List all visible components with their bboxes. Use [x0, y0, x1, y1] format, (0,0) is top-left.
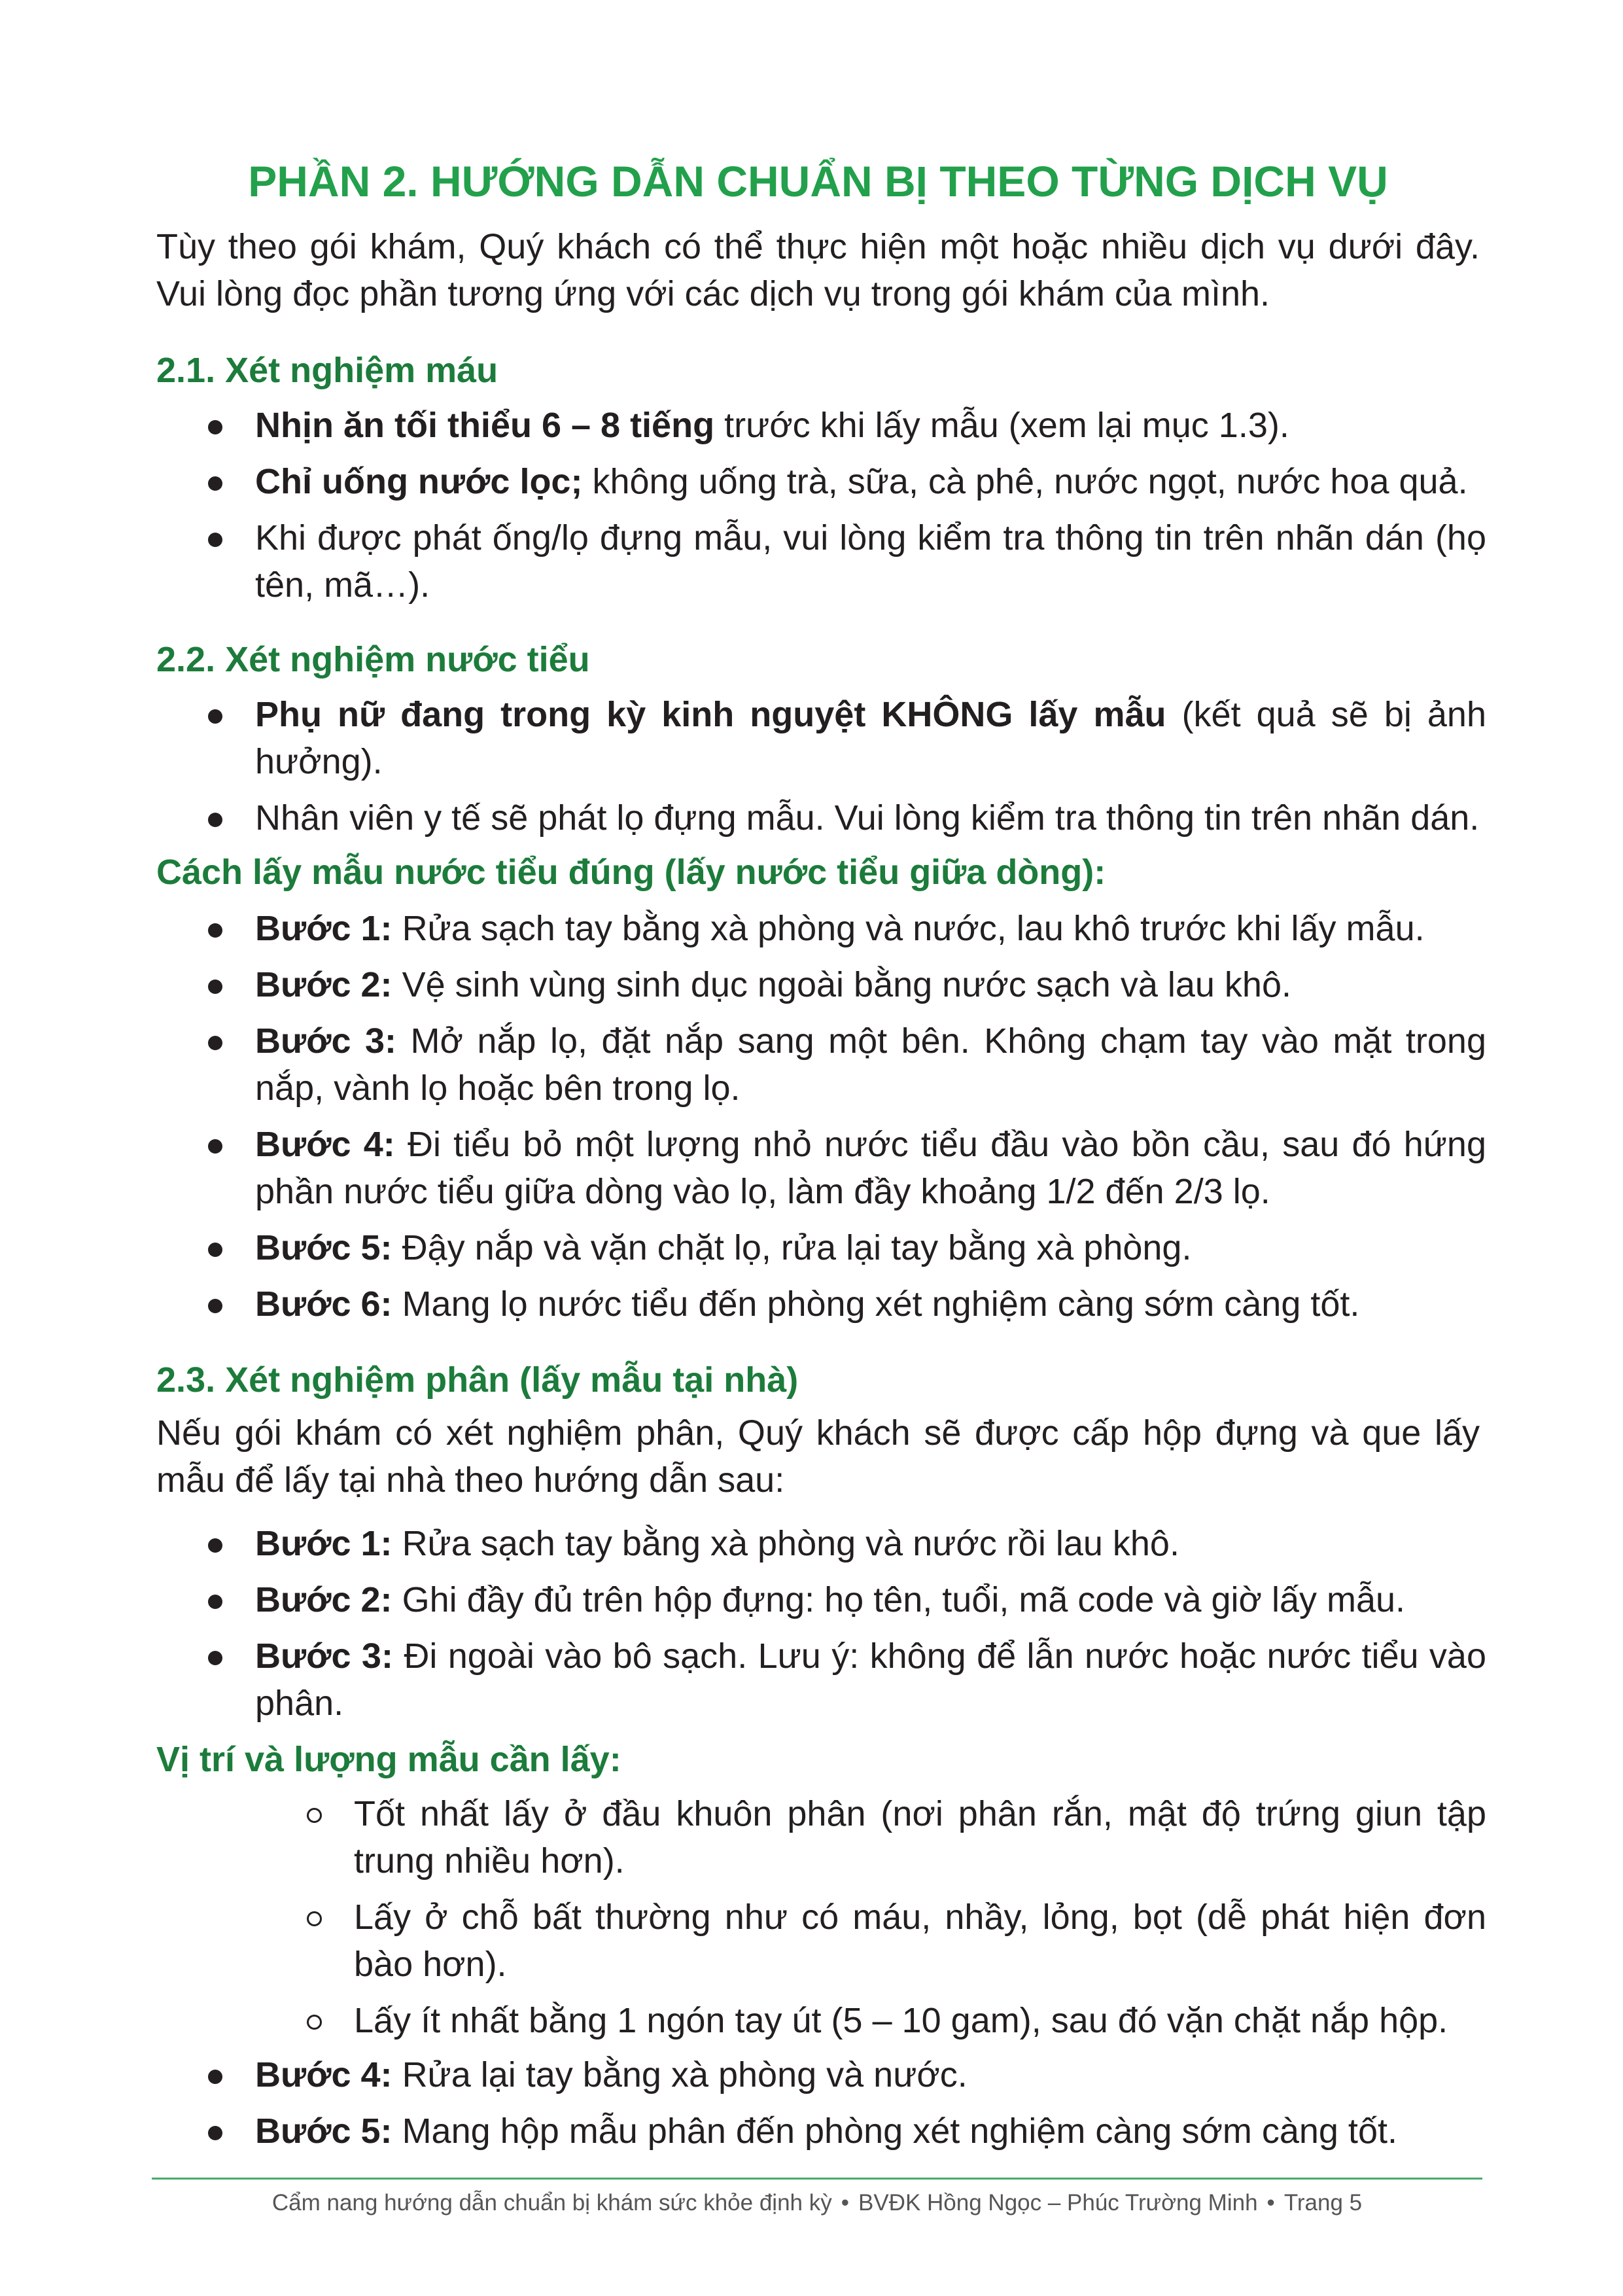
step-item: [156, 2051, 1486, 2098]
footer-page-number: Trang 5: [1283, 2190, 1363, 2216]
step-label: Bước 1:: [255, 909, 393, 948]
step-text: Ghi đầy đủ trên hộp đựng: họ tên, tuổi, mã code và giờ lấy mẫu.: [402, 1580, 1406, 1619]
intro-paragraph: Tùy theo gói khám, Quý khách có thể thực hiện một hoặc nhiều dịch vụ dưới đây. Vui lòng đọc phần tương ứng với các dịch vụ trong gói khám của mình.: [156, 227, 1480, 313]
step-label: Bước 4:: [255, 1125, 395, 1164]
item-text: Khi được phát ống/lọ đựng mẫu, vui lòng kiểm tra thông tin trên nhãn dán (họ tên, mã…).: [255, 518, 1486, 605]
item-text: không uống trà, sữa, cà phê, nước ngọt, nước hoa quả.: [592, 462, 1468, 501]
item-text: Nhân viên y tế sẽ phát lọ đựng mẫu. Vui lòng kiểm tra thông tin trên nhãn dán.: [255, 798, 1480, 838]
step-item: [156, 1520, 1486, 1567]
bullet-icon: [208, 476, 222, 491]
urine-test-list: [156, 691, 1486, 841]
step-text: Đậy nắp và vặn chặt lọ, rửa lại tay bằng xà phòng.: [402, 1228, 1192, 1267]
step-label: Bước 2:: [255, 1580, 393, 1619]
step-label: Bước 2:: [255, 965, 393, 1004]
bullet-icon: [208, 1651, 222, 1665]
hollow-bullet-icon: [307, 1911, 322, 1926]
step-item: [156, 1121, 1486, 1215]
blood-test-list: [156, 402, 1486, 609]
bullet-icon: [208, 1299, 222, 1313]
step-item: [156, 1633, 1486, 1727]
bullet-icon: [208, 1538, 222, 1553]
hollow-bullet-icon: [307, 2015, 322, 2030]
item-text: trước khi lấy mẫu (xem lại mục 1.3).: [724, 406, 1289, 445]
footer-guide-title: Cẩm nang hướng dẫn chuẩn bị khám sức khỏe định kỳ: [271, 2190, 832, 2216]
sub-list-item: [156, 1790, 1486, 1884]
step-label: Bước 6:: [255, 1284, 393, 1324]
urine-steps-list: [156, 905, 1486, 1328]
step-item: [156, 905, 1486, 952]
step-text: Vệ sinh vùng sinh dục ngoài bằng nước sạch và lau khô.: [402, 965, 1292, 1004]
section-urine-test: [156, 636, 1486, 1328]
step-text: Mang hộp mẫu phân đến phòng xét nghiệm càng sớm càng tốt.: [402, 2111, 1397, 2151]
step-text: Đi ngoài vào bô sạch. Lưu ý: không để lẫn nước hoặc nước tiểu vào phân.: [255, 1636, 1486, 1723]
sample-heading: Vị trí và lượng mẫu cần lấy:: [156, 1740, 621, 1779]
section-heading-urine-test: 2.2. Xét nghiệm nước tiểu: [156, 640, 590, 679]
list-item: [156, 402, 1486, 449]
list-item: [156, 458, 1486, 505]
step-item: [156, 2108, 1486, 2155]
section-stool-test: [156, 1356, 1486, 2155]
step-label: Bước 1:: [255, 1524, 393, 1563]
step-text: Mang lọ nước tiểu đến phòng xét nghiệm càng sớm càng tốt.: [402, 1284, 1360, 1324]
footer-separator: •: [1266, 2190, 1275, 2216]
item-bold-text: Phụ nữ đang trong kỳ kinh nguyệt KHÔNG lấy mẫu: [255, 695, 1166, 734]
bullet-icon: [208, 1243, 222, 1257]
item-bold-text: Nhịn ăn tối thiểu 6 – 8 tiếng: [255, 406, 715, 445]
sub-list-item: [156, 1997, 1486, 2044]
urine-steps-heading: Cách lấy mẫu nước tiểu đúng (lấy nước tiểu giữa dòng):: [156, 853, 1106, 892]
step-text: Rửa sạch tay bằng xà phòng và nước, lau khô trước khi lấy mẫu.: [402, 909, 1425, 948]
step-label: Bước 3:: [255, 1636, 393, 1676]
sample-notes-list: [156, 1790, 1486, 2044]
bullet-icon: [208, 1139, 222, 1154]
bullet-icon: [208, 1595, 222, 1609]
item-bold-text: Chỉ uống nước lọc;: [255, 462, 583, 501]
step-label: Bước 5:: [255, 2111, 393, 2151]
list-item: [156, 691, 1486, 785]
footer-divider: [152, 2178, 1482, 2180]
step-item: [156, 961, 1486, 1008]
bullet-icon: [208, 813, 222, 827]
step-text: Rửa sạch tay bằng xà phòng và nước rồi lau khô.: [402, 1524, 1179, 1563]
stool-intro-paragraph: Nếu gói khám có xét nghiệm phân, Quý khách sẽ được cấp hộp đựng và que lấy mẫu để lấy tại nhà theo hướng dẫn sau:: [156, 1413, 1480, 1500]
hollow-bullet-icon: [307, 1808, 322, 1823]
bullet-icon: [208, 533, 222, 547]
bullet-icon: [208, 923, 222, 938]
section-heading-blood-test: 2.1. Xét nghiệm máu: [156, 351, 498, 390]
bullet-icon: [208, 1036, 222, 1050]
page-footer: [152, 2189, 1482, 2217]
step-item: [156, 1017, 1486, 1112]
list-item: [156, 514, 1486, 609]
list-item: [156, 794, 1486, 841]
step-text: Mở nắp lọ, đặt nắp sang một bên. Không chạm tay vào mặt trong nắp, vành lọ hoặc bên trong lọ.: [255, 1021, 1486, 1108]
sub-list-item: [156, 1894, 1486, 1988]
bullet-icon: [208, 420, 222, 434]
stool-steps-list: [156, 1520, 1486, 1727]
item-text: (kết quả sẽ bị ảnh hưởng).: [255, 695, 1486, 781]
step-text: Đi tiểu bỏ một lượng nhỏ nước tiểu đầu vào bồn cầu, sau đó hứng phần nước tiểu giữa dòng vào lọ, làm đầy khoảng 1/2 đến 2/3 lọ.: [255, 1125, 1486, 1211]
step-label: Bước 4:: [255, 2055, 393, 2094]
sub-item-text: Lấy ít nhất bằng 1 ngón tay út (5 – 10 gam), sau đó vặn chặt nắp hộp.: [354, 2001, 1448, 2040]
step-label: Bước 3:: [255, 1021, 397, 1061]
sub-item-text: Lấy ở chỗ bất thường như có máu, nhầy, lỏng, bọt (dễ phát hiện đơn bào hơn).: [354, 1898, 1486, 1984]
bullet-icon: [208, 2070, 222, 2084]
bullet-icon: [208, 709, 222, 724]
step-item: [156, 1224, 1486, 1271]
section-heading-stool-test: 2.3. Xét nghiệm phân (lấy mẫu tại nhà): [156, 1360, 799, 1400]
bullet-icon: [208, 2126, 222, 2140]
page-content: [156, 157, 1486, 2155]
step-text: Rửa lại tay bằng xà phòng và nước.: [402, 2055, 968, 2094]
section-blood-test: [156, 347, 1486, 609]
stool-steps-after-list: [156, 2051, 1486, 2155]
page-title: PHẦN 2. HƯỚNG DẪN CHUẨN BỊ THEO TỪNG DỊCH VỤ: [248, 157, 1388, 205]
sub-item-text: Tốt nhất lấy ở đầu khuôn phân (nơi phân rắn, mật độ trứng giun tập trung nhiều hơn).: [354, 1794, 1486, 1881]
step-label: Bước 5:: [255, 1228, 393, 1267]
bullet-icon: [208, 980, 222, 994]
step-item: [156, 1576, 1486, 1623]
footer-hospital: BVĐK Hồng Ngọc – Phúc Trường Minh: [858, 2190, 1258, 2216]
footer-separator: •: [841, 2190, 849, 2216]
step-item: [156, 1280, 1486, 1328]
